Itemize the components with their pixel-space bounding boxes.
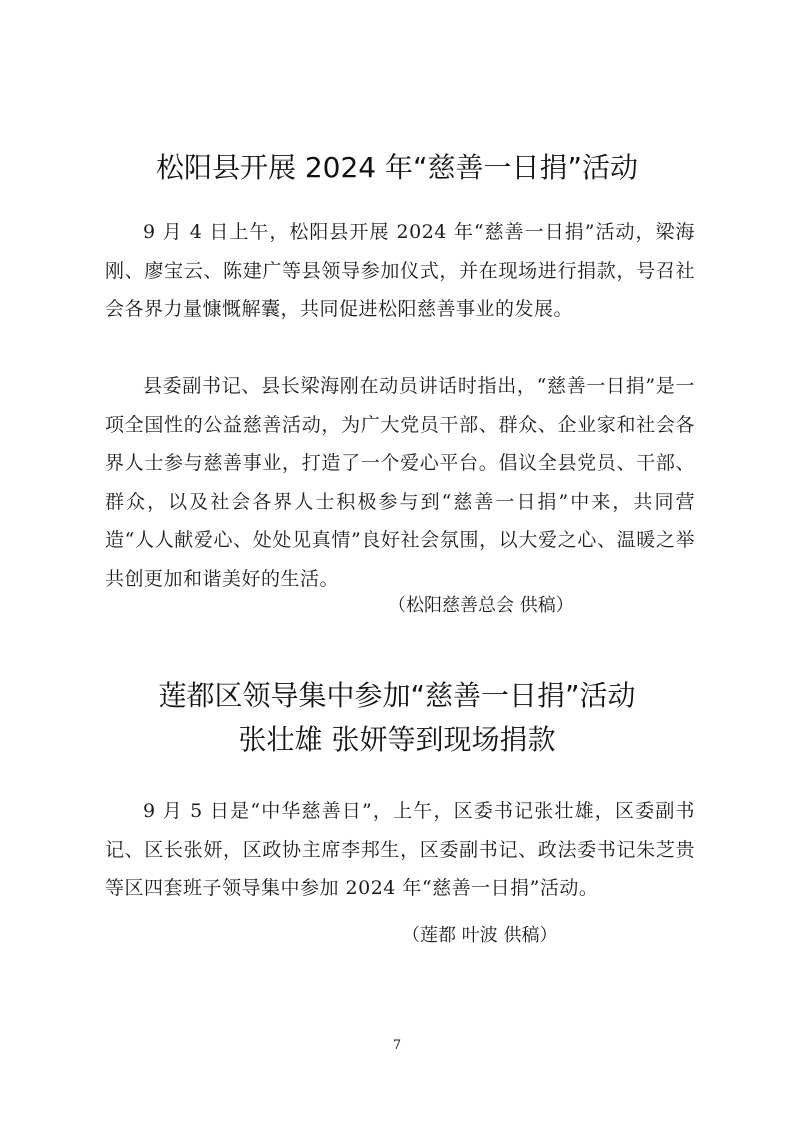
article1-paragraph-2: 县委副书记、县长梁海刚在动员讲话时指出，“慈善一日捐”是一项全国性的公益慈善活动，为广大党员干部、群众、企业家和社会各界人士参与慈善事业，打造了一个爱心平台。倡议全县党员、干部、群众，以及社会各界人士积极参与到“慈善一日捐”中来，共同营造“人人献爱心、处处见真情”良好社会氛围，以大爱之心、温暖之举共创更加和谐美好的生活。 bbox=[105, 375, 695, 590]
article2-title-line1: 莲都区领导集中参加“慈善一日捐”活动 bbox=[158, 679, 636, 712]
article1-credit: （松阳慈善总会 供稿） bbox=[388, 595, 574, 616]
article2-title-line2: 张壮雄 张妍等到现场捐款 bbox=[238, 723, 556, 756]
article2-paragraph-1: 9 月 5 日是“中华慈善日”，上午，区委书记张壮雄，区委副书记、区长张妍，区政协主席李邦生，区委副书记、政法委书记朱芝贵等区四套班子领导集中参加 2024 年“慈善一日捐”活动。 bbox=[105, 800, 695, 899]
article1-title: 松阳县开展 2024 年“慈善一日捐”活动 bbox=[155, 151, 639, 184]
article2-credit: （莲都 叶波 供稿） bbox=[402, 925, 558, 946]
page-number: 7 bbox=[392, 1038, 402, 1053]
article1-paragraph-1: 9 月 4 日上午，松阳县开展 2024 年“慈善一日捐”活动，梁海刚、廖宝云、陈建广等县领导参加仪式，并在现场进行捐款，号召社会各界力量慷慨解囊，共同促进松阳慈善事业的发展。 bbox=[105, 221, 695, 320]
